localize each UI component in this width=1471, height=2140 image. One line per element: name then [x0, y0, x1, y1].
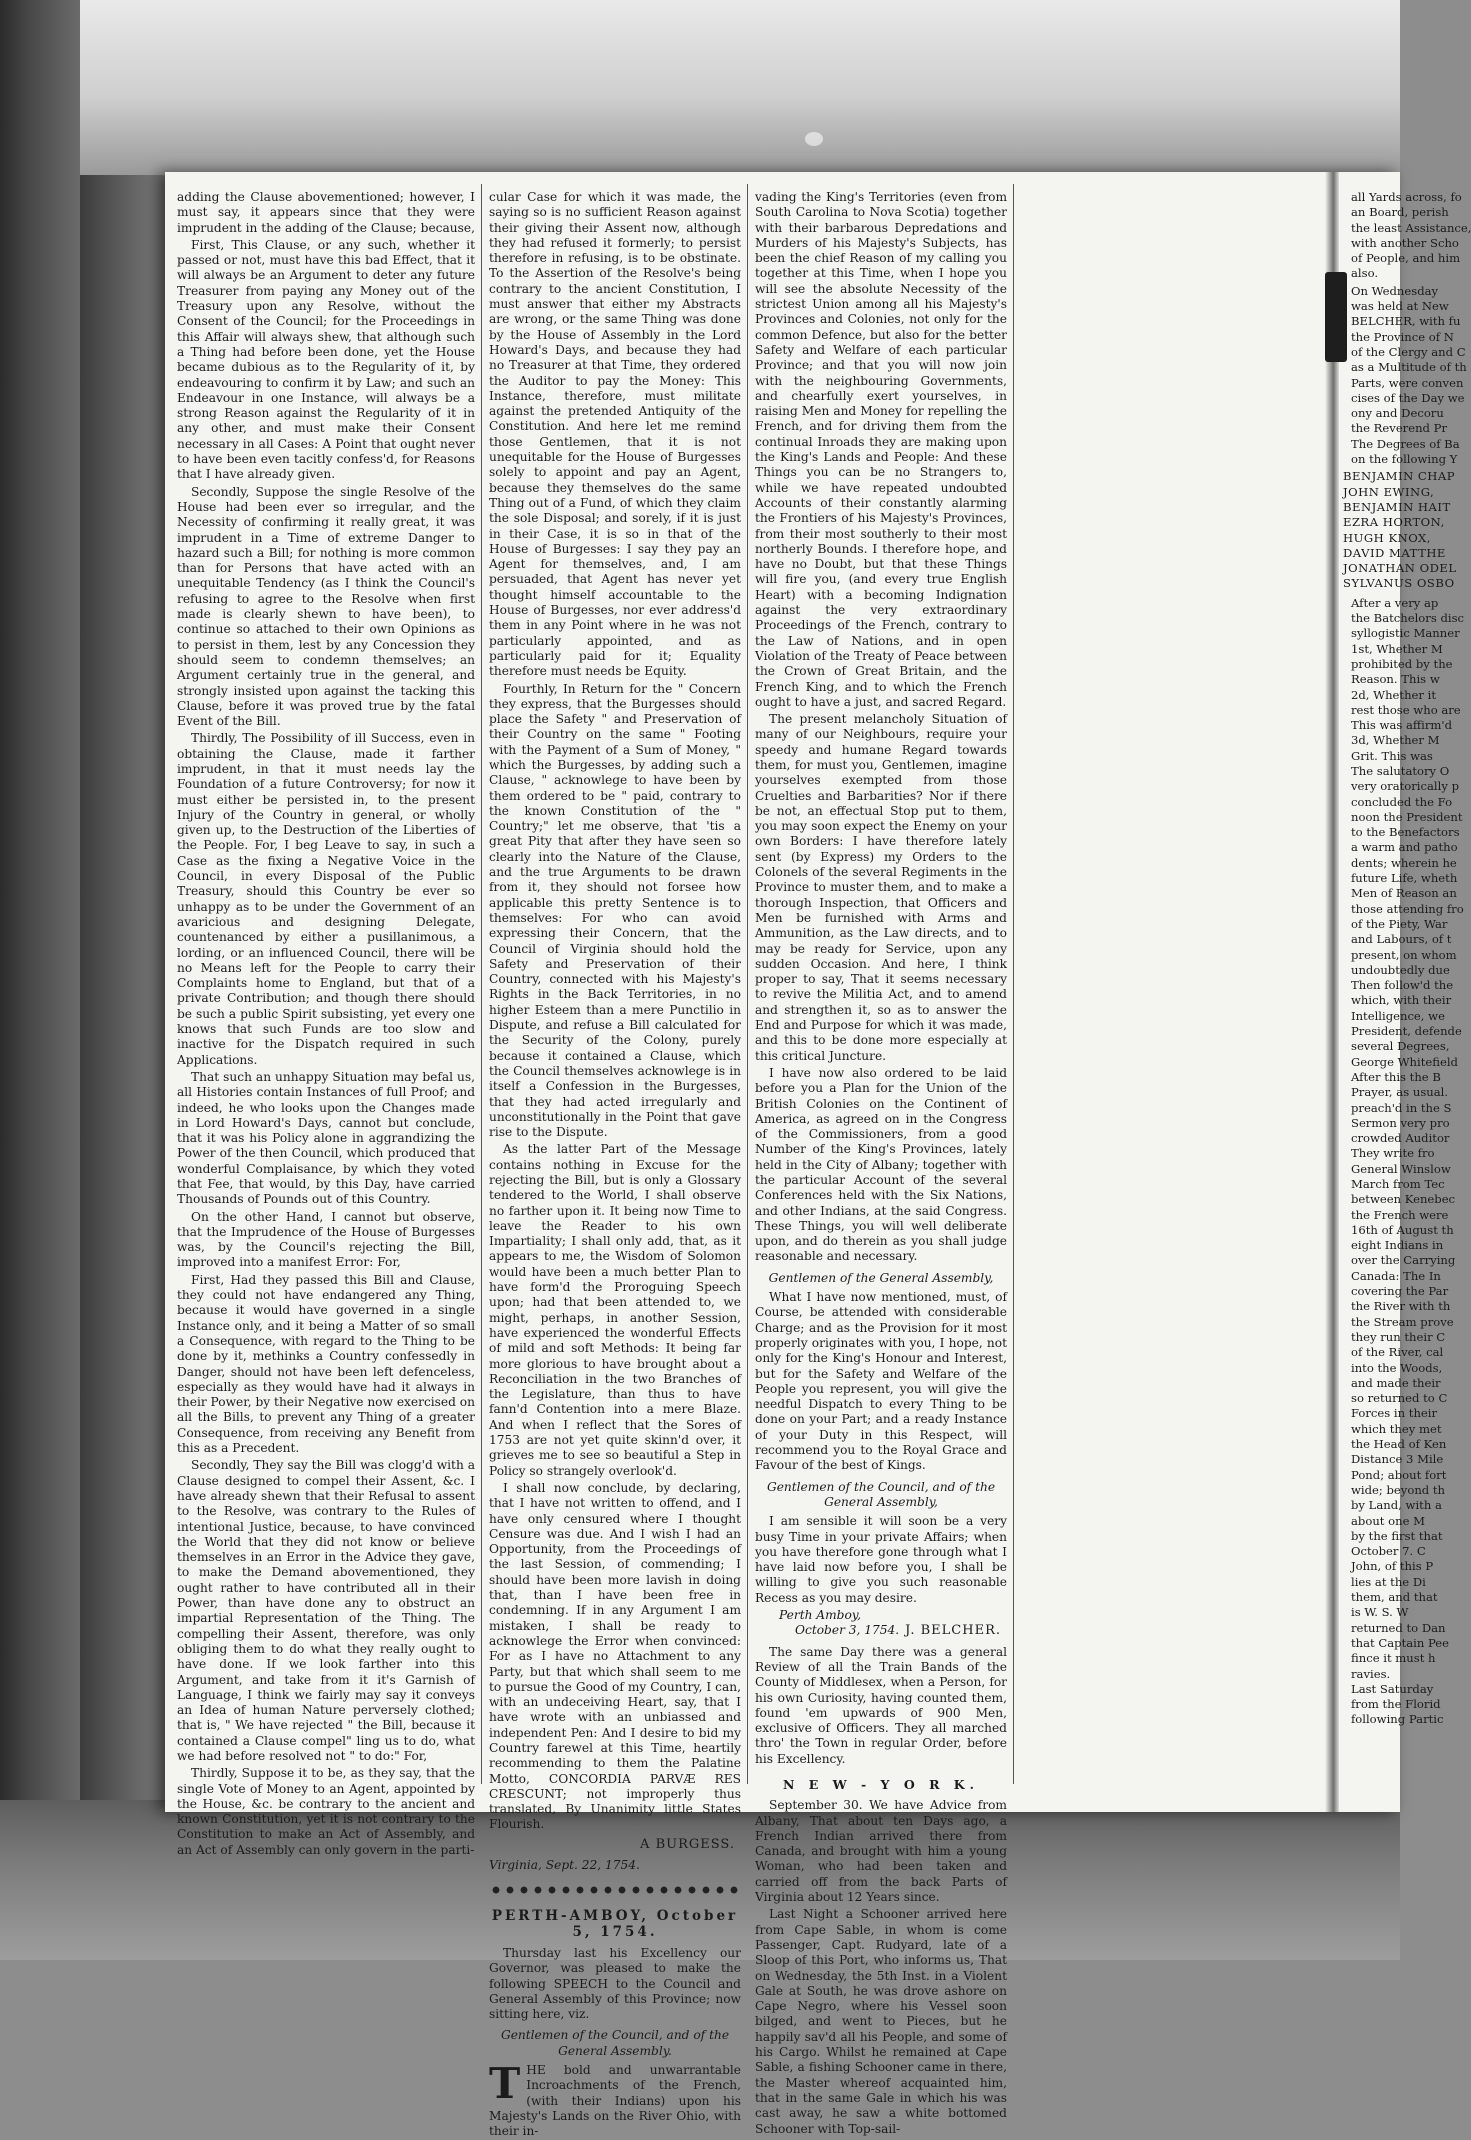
text-fragment: President, defende — [1351, 1024, 1462, 1039]
text-fragment: which, with their — [1351, 993, 1452, 1008]
graduate-name-list — [1343, 469, 1463, 591]
text-fragment: was held at New — [1351, 299, 1449, 314]
text-fragment: John, of this P — [1351, 1559, 1434, 1574]
text-fragment: of the Piety, War — [1351, 916, 1448, 931]
text-fragment: is W. S. W — [1351, 1605, 1409, 1620]
text-fragment: the Province of N — [1351, 329, 1454, 344]
text-fragment: After a very ap — [1351, 595, 1439, 610]
paragraph: Fourthly, In Return for the " Concern they express, that the Burgesses should place the Safety " and Preservation of their Country on the same " Footing with the Payment of a Sum of Money, " which the Burgesses, by adding such a Clause, " acknowlege to have been by them ordered to be " paid, contrary to the known Constitution of the " Country;" let me observe, that 'tis a great Pity that after they have seen so clearly into the Nature of the Clause, and the true Arguments to be drawn from it, they should not forsee how applicable this pretty Sentence is to themselves: For who can avoid expressing their Concern, that the Council of Virginia should hold the Safety and Preservation of their Country, connected with his Majesty's Rights in the Back Territories, in no higher Esteem than a mere Punctilio in Dispute, and refuse a Bill calculated for the Security of the Colony, purely because it contained a Clause, which the Council themselves acknowlege is in itself a Confession in the Burgesses, that they had acted irregularly and unconstitutionally in the Point that gave rise to the Dispute. — [489, 681, 741, 1140]
text-fragment: This was affirm'd — [1351, 718, 1453, 733]
text-fragment: ony and Decoru — [1351, 406, 1444, 421]
text-fragment: on the following Y — [1351, 452, 1458, 467]
paragraph: The present melancholy Situation of many of our Neighbours, require your speedy and humane Regard towards them, for must you, Gentlemen, imagine yourselves exempted from those Cruelties and Barbarities? Nor if there be not, an effectual Stop put to them, you may soon expect the Enemy on your own Borders: I have therefore lately sent (by Express) my Orders to the Colonels of the several Regiments in the Province to muster them, and to make a thorough Inspection, that Officers and Men be furnished with Arms and Ammunition, as the Law directs, and to may be ready for Service, upon any sudden Occasion. And here, I think proper to say, That it seems necessary to revive the Militia Act, and to amend and strengthen it, so as to answer the End and Purpose for which it was made, and this to be done more especially at this critical Juncture. — [755, 712, 1007, 1063]
address-heading: Gentlemen of the General Assembly, — [768, 1270, 994, 1285]
text-fragment: On Wednesday — [1351, 283, 1439, 298]
text-fragment: to the Benefactors — [1351, 825, 1460, 840]
text-fragment: the French were — [1351, 1207, 1449, 1222]
text-fragment: the River with th — [1351, 1299, 1451, 1314]
paragraph: cular Case for which it was made, the saying so is no sufficient Reason against their giving their Assent now, although they had refused it formerly; to persist therefore in refusing, is to be obstinate. To the Assertion of the Resolve's being contrary to the ancient Constitution, I must answer that either my Abstracts are wrong, or the same Thing was done by the House of Assembly in the Lord Howard's Days, and because they had no Treasurer at that Time, they ordered the Auditor to pay the Money: This Instance, therefore, must militate against the pretended Antiquity of the Constitution. And here let me remind those Gentlemen, that it is not unequitable for the House of Burgesses solely to appoint and pay an Agent, because they themselves do the same Thing out of a Fund, of which they claim the sole Disposal; and sorely, if it is just in their Case, it is so in that of the House of Burgesses: I say they pay an Agent for themselves, and, I am persuaded, that Agent has never yet thought himself accountable to the House of Burgesses, nor ever address'd them in any Point where in he was not particularly appointed, and as particularly paid for it; Equality therefore must needs be Equity. — [489, 190, 741, 679]
text-fragment: the Batchelors disc — [1351, 611, 1465, 626]
text-fragment: by the first that — [1351, 1528, 1443, 1543]
signature: A BURGESS. — [640, 1836, 735, 1852]
paragraph: Secondly, Suppose the single Resolve of the House had been ever so irregular, and the Necessity of confirming it really great, it was imprudent in a Time of extreme Danger to hazard such a Bill; for nothing is more common than for Persons that have acted with an unequitable Tendency (as I think the Council's refusing to agree to the Resolve when first made is clearly shewn to have been), to continue so attached to their own Opinions as to persist in them, lest by any Concession they should seem to condemn themselves; an Argument certainly true in the general, and strongly insisted upon against the tacking this Clause, before it was proved true by the fatal Event of the Bill. — [177, 484, 475, 729]
text-fragment: Prayer, as usual. — [1351, 1085, 1449, 1100]
newspaper-page — [165, 172, 1471, 2139]
text-fragment: of the River, cal — [1351, 1345, 1444, 1360]
text-fragment: After this the B — [1351, 1069, 1441, 1084]
dateline-place: Perth Amboy, — [779, 1608, 861, 1623]
text-fragment: the Stream prove — [1351, 1314, 1454, 1329]
column-rule — [481, 184, 482, 1784]
binding-gutter — [1325, 172, 1339, 1812]
paragraph: I am sensible it will soon be a very busy Time in your private Affairs; when you have therefore gone through what I have laid now before you, I shall be willing to give you such reasonable Recess as you may desire. — [755, 1514, 1007, 1605]
text-fragment: noon the President — [1351, 809, 1463, 824]
paragraph: I shall now conclude, by declaring, that I have not written to offend, and I have only censured where I thought Censure was due. And I wish I had an Opportunity, from the Proceedings of the last Session, of commending; I should have been more lavish in doing that, than I have been free in condemning. If in any Argument I am mistaken, I shall be ready to acknowlege the Error when convinced: For as I have no Attachment to any Party, but that which shall seem to me to pursue the Good of my Country, I can, with an undeceiving Heart, say, that I have wrote with an unbiassed and independent Pen: And I desire to bid my Country farewel at this Time, heartily recommending to them the Palatine Motto, CONCORDIA PARVÆ RES CRESCUNT; not improperly thus translated, By Unanimity little States Flourish. — [489, 1480, 741, 1832]
text-fragment: March from Tec — [1351, 1177, 1445, 1191]
paragraph: Thursday last his Excellency our Governor, was pleased to make the following SPEECH to the Council and General Assembly of this Province; now sitting here, viz. — [489, 1945, 741, 2022]
paragraph: On the other Hand, I cannot but observe, that the Imprudence of the House of Burgesses was, by the Council's rejecting the Bill, improved into a manifest Error: For, — [177, 1209, 475, 1270]
column-rule — [747, 184, 748, 1784]
paragraph: First, Had they passed this Bill and Clause, they could not have endangered any Thing, because it would have governed in a single Instance only, and it being a Matter of so small a Consequence, with regard to the Thing to be done by it, methinks a Country confessedly in Danger, should not have been left defenceless, especially as they would have had it always in their Power, by their Negative now exercised on all the Bills, to prevent any Thing of a greater Consequence, from receiving any Benefit from this as a Precedent. — [177, 1272, 475, 1456]
text-fragment: those attending fro — [1351, 901, 1464, 916]
text-fragment: Canada: The In — [1351, 1268, 1441, 1283]
column-rule — [1013, 184, 1014, 1784]
graduate-name: DAVID MATTHE — [1343, 545, 1446, 560]
text-fragment: rest those who are — [1351, 702, 1461, 717]
text-fragment: preach'd in the S — [1351, 1100, 1452, 1115]
text-fragment: Last Saturday — [1351, 1681, 1434, 1696]
text-fragment: 16th of August th — [1351, 1222, 1454, 1237]
drop-cap: T — [489, 2059, 521, 2109]
paragraph: Thirdly, Suppose it to be, as they say, that the single Vote of Money to an Agent, appointed by the House, &c. be contrary to the ancient and known Constitution, yet it is not contrary to the Constitution to make an Act of Assembly, and an Act of Assembly can only govern in the parti- — [177, 1766, 475, 1857]
text-block — [1343, 596, 1463, 1728]
text-fragment: they run their C — [1351, 1329, 1446, 1344]
paragraph: Secondly, They say the Bill was clogg'd with a Clause designed to compel their Assent, &c. I have already shewn that their Refusal to assent to the Resolve, was contrary to the Rules of intentional Justice, because, to have convinced the World that they did not know or believe themselves in an Error in the Advice they gave, to make the Demand abovementioned, they ought rather to have contributed all in their Power, than have done any to obstruct an impartial Representation of the Thing. The compelling their Assent, therefore, was only obliging them to do what they really ought to have done. If we look farther into this Argument, and take from it it's Garnish of Language, I think we fairly may say it conveys an Idea of human Nature perversely clothed; that is, " We have rejected " the Bill, because it contained a Clause compel" ling us to do, what we had before resolved not " to do:" For, — [177, 1458, 475, 1763]
graduate-name: JOHN EWING, — [1343, 484, 1435, 499]
column-4-partial — [1343, 190, 1471, 1780]
text-fragment: that Captain Pee — [1351, 1635, 1450, 1650]
text-fragment: all Yards across, fo — [1351, 190, 1462, 204]
text-fragment: by Land, with a — [1351, 1498, 1442, 1513]
text-fragment: 2d, Whether it — [1351, 687, 1436, 702]
text-fragment: concluded the Fo — [1351, 794, 1453, 809]
text-fragment: cises of the Day we — [1351, 390, 1465, 405]
text-fragment: following Partic — [1351, 1712, 1444, 1727]
dateline: Virginia, Sept. 22, 1754. — [489, 1858, 640, 1873]
text-fragment: BELCHER, with fu — [1351, 314, 1461, 329]
graduate-name: JONATHAN ODEL — [1343, 561, 1457, 576]
text-fragment: Pond; about fort — [1351, 1467, 1447, 1482]
text-fragment: lies at the Di — [1351, 1574, 1426, 1589]
paragraph-text: HE bold and unwarrantable Incroachments of the French, (with their Indians) upon his Majesty's Lands on the River Ohio, with their in- — [489, 2063, 741, 2139]
text-fragment: The Degrees of Ba — [1351, 436, 1460, 451]
text-fragment: Parts, were conven — [1351, 375, 1464, 390]
paragraph: adding the Clause abovementioned; however, I must say, it appears since that they were imprudent in the adding of the Clause; because, — [177, 190, 475, 235]
column-3 — [755, 190, 1007, 2136]
text-fragment: wide; beyond th — [1351, 1482, 1446, 1497]
text-fragment: Then follow'd the — [1351, 978, 1454, 993]
paragraph: The same Day there was a general Review of all the Train Bands of the County of Middlesex, when a Person, for his own Curiosity, having counted them, found 'em upwards of 900 Men, exclusive of Officers. They all marched thro' the Town in regular Order, before his Excellency. — [755, 1644, 1007, 1766]
paragraph: I have now also ordered to be laid before you a Plan for the Union of the British Colonies on the Continent of America, as agreed on in the Congress of the Commissioners, from a good Number of the King's Provinces, lately held in the City of Albany; together with the particular Account of the several Conferences held with the Six Nations, and other Indians, at the said Congress. These Things, you will well deliberate upon, and do therein as you shall judge reasonable and necessary. — [755, 1065, 1007, 1264]
text-fragment: covering the Par — [1351, 1284, 1449, 1299]
text-fragment: undoubtedly due — [1351, 962, 1450, 977]
text-fragment: and made their — [1351, 1375, 1441, 1390]
text-fragment: of the Clergy and C — [1351, 344, 1466, 359]
text-fragment: Distance 3 Mile — [1351, 1452, 1444, 1467]
dateline-date: October 3, 1754. — [795, 1623, 900, 1638]
graduate-name: BENJAMIN HAIT — [1343, 499, 1451, 514]
column-2 — [489, 190, 741, 2139]
text-fragment: The salutatory O — [1351, 763, 1450, 778]
paragraph: Last Night a Schooner arrived here from Cape Sable, in whom is come Passenger, Capt. Rudyard, late of a Sloop of this Port, who informs us, That on Wednesday, the 5th Inst. in a Violent Gale at South, he was drove ashore on Cape Negro, where his Vessel soon bilged, and went to Pieces, but he happily sav'd all his People, and some of his Cargo. Whilst he remained at Cape Sable, a fishing Schooner came in there, the Master whereof acquainted him, that in the same Gale in which his was cast away, he saw a white bottomed Schooner with Top-sail- — [755, 1907, 1007, 2136]
paragraph: That such an unhappy Situation may befal us, all Histories contain Instances of full Proof; and indeed, he who looks upon the Changes made in Lord Howard's Days, cannot but conclude, that it was his Policy alone in aggrandizing the Power of the then Council, which produced that wonderful Complaisance, by which they voted that Fee, that would, by this Day, have carried Thousands of Pounds out of this Country. — [177, 1069, 475, 1207]
paragraph: What I have now mentioned, must, of Course, be attended with considerable Charge; and as the Provision for it most properly originates with you, I hope, not only for the King's Honour and Interest, but for the Safety and Welfare of the People you represent, you will give the needful Dispatch to every Thing to be done on your Part; and a ready Instance of your Duty in this Respect, will recommend you to the Royal Grace and Favour of the best of Kings. — [755, 1290, 1007, 1473]
section-heading: N E W - Y O R K. — [782, 1776, 980, 1792]
text-fragment: into the Woods, — [1351, 1360, 1443, 1375]
microfilm-left-margin — [0, 0, 80, 1960]
text-fragment: fince it must h — [1351, 1651, 1436, 1666]
text-fragment: Reason. This w — [1351, 672, 1440, 687]
text-fragment: prohibited by the — [1351, 656, 1453, 671]
ornamental-rule — [489, 1881, 741, 1899]
text-fragment: Forces in their — [1351, 1406, 1438, 1421]
paragraph: vading the King's Territories (even from South Carolina to Nova Scotia) together with their barbarous Depredations and Murders of his Majesty's Subjects, has been the chief Reason of my calling you together at this Time, when I hope you will see the absolute Necessity of the strictest Union among all his Majesty's Provinces and Colonies, not only for the common Defence, but also for the better Safety and Welfare of each particular Province; and that you will now join with the neighbouring Governments, and chearfully exert yourselves, in raising Men and Money for repelling the French, and for driving them from the continual Inroads they are making upon the King's Lands and People: And these Things you can be no Strangers to, while we have repeated undoubted Accounts of their constantly alarming the Frontiers of his Majesty's Provinces, from their most southerly to their most northerly Bounds. I therefore hope, and have no Doubt, but that these Things will fire you, (and every true English Heart) with a becoming Indignation against the very extraordinary Proceedings of the French, contrary to the Law of Nations, and in open Violation of the Treaty of Peace between the Crown of Great Britain, and the French King, and to which the French ought to have a just, and sacred Regard. — [755, 190, 1007, 709]
paragraph: September 30. We have Advice from Albany, That about ten Days ago, a French Indian arrived there from Canada, and brought with him a young Woman, who had been taken and carried off from the back Parts of Virginia about 12 Years since. — [755, 1798, 1007, 1905]
text-fragment: a warm and patho — [1351, 840, 1458, 855]
text-fragment: and Labours, of t — [1351, 932, 1452, 947]
text-fragment: crowded Auditor — [1351, 1131, 1450, 1146]
text-fragment: 3d, Whether M — [1351, 733, 1440, 748]
text-fragment: which they met — [1351, 1421, 1442, 1436]
text-fragment: between Kenebec — [1351, 1192, 1456, 1207]
graduate-name: EZRA HORTON, — [1343, 515, 1445, 530]
graduate-name: BENJAMIN CHAP — [1343, 469, 1456, 484]
address-heading: Gentlemen of the Council, and of the General Assembly, — [766, 1479, 996, 1509]
paragraph: Thirdly, The Possibility of ill Success, even in obtaining the Clause, made it farther imprudent, in that it must needs lay the Foundation of a future Controversy; for now it must either be persisted in, to the present Injury of the Country in general, or wholly given up, to the Destruction of the Liberties of the People. For, I beg Leave to say, in such a Case as the fixing a Negative Voice in the Council, in every Disposal of the Public Treasury, should this Country be ever so unhappy as to be under the Government of an avaricious and designing Delegate, countenanced by either a pusillanimous, a lording, or an influenced Council, there will be no Means left for the People to carry their Complaints home to England, but that of a private Contribution; and though there should be such a public Spirit subsisting, yet every one knows that such Funds are too slow and inactive for the Dispatch required in such Applications. — [177, 731, 475, 1067]
text-fragment: dents; wherein he — [1351, 855, 1457, 870]
text-fragment: several Degrees, — [1351, 1039, 1450, 1054]
paragraph — [489, 2059, 741, 2139]
text-fragment: from the Florid — [1351, 1697, 1441, 1712]
text-fragment: ravies. — [1351, 1666, 1391, 1681]
text-fragment: present, on whom — [1351, 947, 1457, 962]
graduate-name: HUGH KNOX, — [1343, 530, 1431, 545]
text-fragment: about one M — [1351, 1513, 1425, 1528]
text-fragment: They write fro — [1351, 1146, 1435, 1161]
graduate-name: SYLVANUS OSBO — [1343, 576, 1455, 591]
address-heading: Gentlemen of the Council, and of the General Assembly. — [500, 2028, 730, 2058]
text-block — [1343, 283, 1467, 468]
text-fragment: Intelligence, we — [1351, 1008, 1445, 1023]
text-fragment: October 7. C — [1351, 1544, 1426, 1559]
column-1 — [177, 190, 475, 1857]
scan-speckle — [805, 132, 823, 146]
text-fragment: Sermon very pro — [1351, 1115, 1450, 1130]
text-fragment: Men of Reason an — [1351, 886, 1457, 901]
text-fragment: the least Assistance, — [1351, 220, 1471, 235]
text-fragment: also. — [1351, 266, 1379, 281]
text-fragment: with another Scho — [1351, 235, 1459, 250]
text-fragment: the Reverend Pr — [1351, 421, 1447, 436]
text-fragment: returned to Dan — [1351, 1620, 1446, 1635]
text-fragment: an Board, perish — [1351, 205, 1449, 220]
paragraph: As the latter Part of the Message contains nothing in Excuse for the rejecting the Bill, but is only a Glossary tendered to the World, I shall observe no farther upon it. It being now Time to leave the Reader to his own Impartiality; I shall only add, that, as it appears to me, the Wisdom of Solomon would have been a much better Plan to have form'd the Proroguing Speech upon; had that been attended to, we might, perhaps, in another Session, have experienced the wonderful Effects of mild and soft Methods: It being far more glorious to have brought about a Reconciliation in the two Branches of the Legislature, than thus to have fann'd Contention into a mere Blaze. And when I reflect that the Sores of 1753 are not yet quite skinn'd over, it grieves me to see so beautiful a Step in Policy so strangely overlook'd. — [489, 1142, 741, 1478]
text-fragment: as a Multitude of th — [1351, 360, 1467, 375]
text-fragment: of People, and him — [1351, 251, 1461, 266]
text-fragment: 1st, Whether M — [1351, 641, 1443, 656]
section-heading: PERTH-AMBOY, October 5, 1754. — [491, 1908, 739, 1940]
text-fragment: the Head of Ken — [1351, 1437, 1447, 1452]
text-fragment: very oratorically p — [1351, 779, 1459, 794]
text-fragment: General Winslow — [1351, 1161, 1451, 1176]
paragraph: First, This Clause, or any such, whether it passed or not, must have this bad Effect, that it will always be an Argument to deter any future Treasurer from paying any Money out of the Treasury upon any Resolve, without the Consent of the Council; for the Proceedings in this Affair will always shew, that although such a Thing had before been done, yet the House became dubious as to the Regularity of it, by endeavouring to confirm it by Law; and such an Endeavour in one Instance, will always be a strong Reason against the Regularity of it in any other, and must make their Consent necessary in all Cases: A Point that ought never to have been even tacitly confess'd, for Reasons that I have already given. — [177, 237, 475, 482]
signature: J. BELCHER. — [905, 1623, 1001, 1639]
text-fragment: them, and that — [1351, 1590, 1438, 1605]
text-fragment: over the Carrying — [1351, 1253, 1456, 1268]
text-fragment: Grit. This was — [1351, 748, 1433, 763]
text-fragment: so returned to C — [1351, 1391, 1448, 1406]
microfilm-top-margin — [0, 0, 1400, 175]
text-fragment: future Life, wheth — [1351, 871, 1458, 886]
text-fragment: George Whitefield — [1351, 1054, 1458, 1069]
text-fragment: syllogistic Manner — [1351, 626, 1460, 641]
text-fragment: eight Indians in — [1351, 1238, 1444, 1253]
